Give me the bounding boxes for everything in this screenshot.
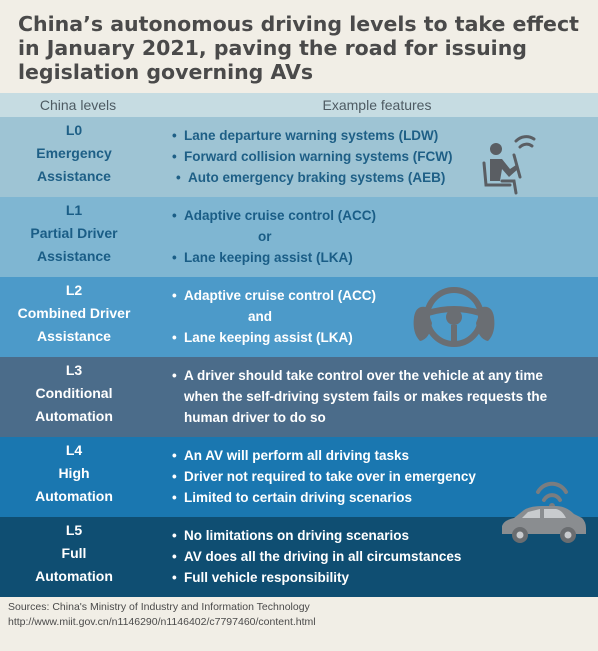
level-label — [0, 199, 148, 268]
sources-url[interactable]: http://www.miit.gov.cn/n1146290/n1146402/c7797460/content.html — [8, 616, 316, 628]
level-code: L4 — [65, 442, 83, 458]
steering-wheel-hands-icon — [410, 283, 498, 351]
level-name-line: Assistance — [37, 328, 111, 344]
level-name-line: Combined Driver — [17, 305, 131, 321]
page-title: China’s autonomous driving levels to take effect in January 2021, paving the road for issuing legislation governing AVs — [18, 12, 579, 84]
level-name-line: Automation — [35, 568, 113, 584]
level-label — [0, 279, 148, 348]
level-name-line: Assistance — [37, 248, 111, 264]
list-item: • Auto emergency braking systems (AEB) — [176, 167, 453, 188]
list-item: • Adaptive cruise control (ACC) — [172, 285, 376, 306]
list-item: • AV does all the driving in all circumstances — [172, 546, 461, 567]
level-label — [0, 439, 148, 508]
feature-list — [172, 445, 476, 508]
feature-list — [172, 365, 547, 428]
sources-note — [8, 600, 316, 630]
list-item: • Adaptive cruise control (ACC) — [172, 205, 376, 226]
level-name-line: Assistance — [37, 168, 111, 184]
level-label — [0, 119, 148, 188]
list-item: • A driver should take control over the vehicle at any time — [172, 365, 547, 386]
level-name-line: Conditional — [35, 385, 113, 401]
feature-list — [172, 285, 376, 348]
sources-text: Sources: China's Ministry of Industry and Information Technology — [8, 601, 310, 613]
level-label — [0, 519, 148, 588]
level-name-line: Full — [61, 545, 87, 561]
list-item: • Full vehicle responsibility — [172, 567, 461, 588]
list-item: • Limited to certain driving scenarios — [172, 487, 476, 508]
connector-text: and — [248, 309, 273, 324]
level-label — [0, 359, 148, 428]
level-row-l0 — [0, 117, 598, 197]
level-code: L5 — [65, 522, 83, 538]
header-levels: China levels — [39, 97, 117, 113]
list-item: • Forward collision warning systems (FCW) — [172, 146, 453, 167]
list-item: • An AV will perform all driving tasks — [172, 445, 476, 466]
feature-list — [172, 125, 453, 188]
list-item-continued: human driver to do so — [184, 410, 326, 425]
person-driving-icon — [476, 125, 548, 195]
level-row-l1 — [0, 197, 598, 277]
level-code: L1 — [65, 202, 83, 218]
level-code: L2 — [65, 282, 83, 298]
list-item: • Driver not required to take over in emergency — [172, 466, 476, 487]
level-name-line: Automation — [35, 408, 113, 424]
level-row-l2 — [0, 277, 598, 357]
table-header — [0, 93, 598, 117]
list-item: • Lane keeping assist (LKA) — [172, 327, 376, 348]
connector-text: or — [258, 229, 272, 244]
level-name-line: Automation — [35, 488, 113, 504]
connected-car-icon — [496, 478, 588, 550]
list-item-continued: when the self-driving system fails or makes requests the — [184, 389, 548, 404]
list-item: • Lane keeping assist (LKA) — [172, 247, 376, 268]
level-name-line: Emergency — [36, 145, 112, 161]
feature-list — [172, 205, 376, 268]
level-row-l3 — [0, 357, 598, 437]
level-code: L3 — [65, 362, 83, 378]
list-item: • No limitations on driving scenarios — [172, 525, 461, 546]
list-item: • Lane departure warning systems (LDW) — [172, 125, 453, 146]
level-code: L0 — [65, 122, 83, 138]
header-features: Example features — [322, 97, 432, 113]
feature-list — [172, 525, 461, 588]
level-name-line: Partial Driver — [30, 225, 118, 241]
level-name-line: High — [58, 465, 90, 481]
